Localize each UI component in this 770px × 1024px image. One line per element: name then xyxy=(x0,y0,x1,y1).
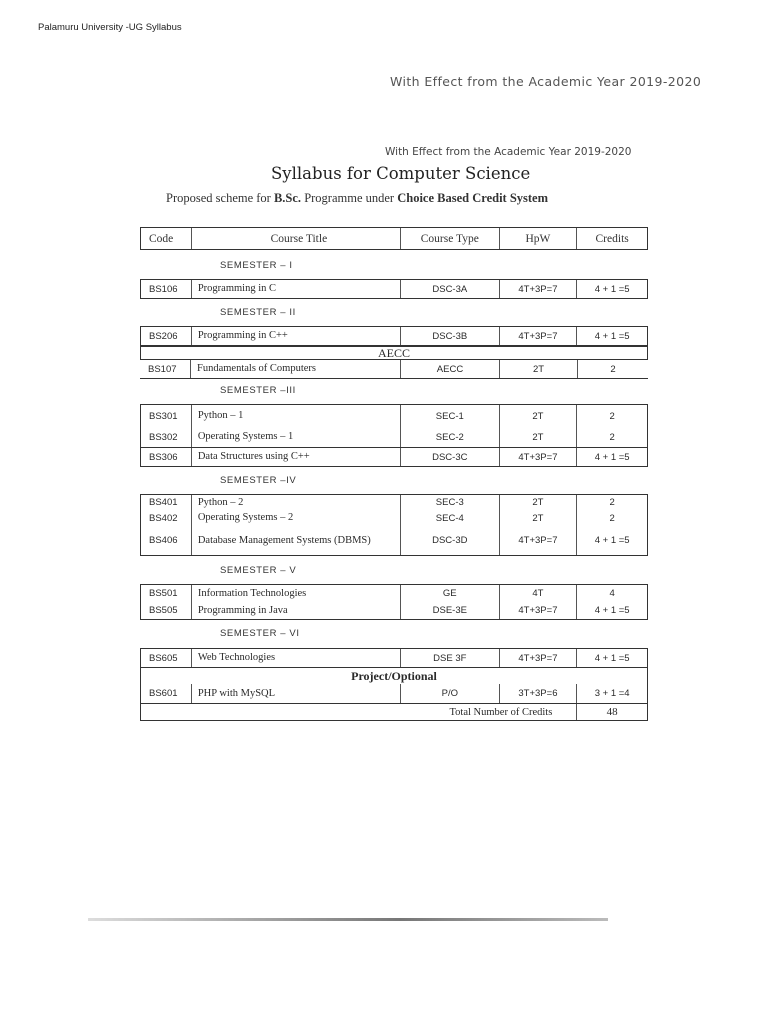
course-code: BS505 xyxy=(149,605,178,616)
course-title: Python – 1 xyxy=(191,405,400,427)
course-hpw: 4T+3P=7 xyxy=(499,526,577,555)
course-credits: 4 + 1 =5 xyxy=(576,649,647,667)
header-credits: Credits xyxy=(576,228,647,249)
table-row xyxy=(141,495,647,510)
course-type: P/O xyxy=(400,684,499,703)
table-row xyxy=(140,326,648,346)
semester-label: SEMESTER –III xyxy=(220,385,296,396)
semester-five-block xyxy=(140,584,648,620)
course-type: AECC xyxy=(400,360,499,378)
course-credits: 4 + 1 =5 xyxy=(576,448,647,466)
aecc-band: AECC xyxy=(140,346,648,360)
course-title: Programming in C++ xyxy=(191,327,400,345)
header-code: Code xyxy=(149,232,174,245)
scan-artifact-line xyxy=(88,918,608,921)
table-row xyxy=(140,448,648,467)
course-type: DSC-3D xyxy=(400,526,499,555)
table-header-row xyxy=(140,227,648,250)
course-type: DSE-3E xyxy=(400,602,499,619)
header-course-title: Course Title xyxy=(191,228,400,249)
course-type: DSC-3B xyxy=(400,327,499,345)
course-hpw: 4T+3P=7 xyxy=(499,602,577,619)
course-type: DSE 3F xyxy=(400,649,499,667)
document-subtitle xyxy=(166,191,548,206)
semester-label: SEMESTER – VI xyxy=(220,628,300,639)
course-credits: 2 xyxy=(576,405,647,427)
course-type: SEC-1 xyxy=(400,405,499,427)
course-code: BS402 xyxy=(149,512,178,524)
course-type: SEC-3 xyxy=(400,495,499,510)
semester-label: SEMESTER –IV xyxy=(220,475,297,486)
header-course-type: Course Type xyxy=(400,228,499,249)
semester-label: SEMESTER – I xyxy=(220,260,293,271)
course-hpw: 4T+3P=7 xyxy=(499,327,577,345)
course-code: BS107 xyxy=(148,363,177,375)
course-code: BS605 xyxy=(149,652,178,664)
effect-notice-top: With Effect from the Academic Year 2019-2020 xyxy=(390,74,702,89)
project-optional-label: Project/Optional xyxy=(351,668,437,683)
course-code: BS501 xyxy=(149,588,178,599)
course-type: SEC-4 xyxy=(400,510,499,526)
course-credits: 2 xyxy=(576,427,647,447)
course-type: DSC-3A xyxy=(400,280,499,298)
header-hpw: HpW xyxy=(499,228,577,249)
course-hpw: 4T+3P=7 xyxy=(499,280,577,298)
course-hpw: 4T xyxy=(499,585,577,602)
course-title: Operating Systems – 1 xyxy=(191,427,400,447)
course-credits: 2 xyxy=(576,510,647,526)
course-hpw: 2T xyxy=(499,510,577,526)
total-credits-value: 48 xyxy=(576,704,647,720)
document-title: Syllabus for Computer Science xyxy=(271,164,531,183)
total-row xyxy=(140,703,648,721)
course-credits: 4 + 1 =5 xyxy=(576,602,647,619)
semester-label: SEMESTER – II xyxy=(220,307,296,318)
course-hpw: 4T+3P=7 xyxy=(499,448,577,466)
course-code: BS302 xyxy=(149,431,178,443)
table-row xyxy=(141,510,647,526)
course-hpw: 2T xyxy=(499,427,577,447)
semester-four-block xyxy=(140,494,648,556)
course-code: BS206 xyxy=(149,330,178,342)
table-row xyxy=(141,602,647,619)
course-credits: 4 + 1 =5 xyxy=(576,526,647,555)
table-row xyxy=(140,279,648,299)
effect-notice-inner: With Effect from the Academic Year 2019-2020 xyxy=(385,146,632,158)
course-title: Web Technologies xyxy=(191,649,400,667)
course-title: Fundamentals of Computers xyxy=(190,360,400,378)
course-credits: 4 + 1 =5 xyxy=(576,327,647,345)
table-row xyxy=(140,684,648,703)
subtitle-bold-system: Choice Based Credit System xyxy=(397,191,549,205)
course-title: Programming in C xyxy=(191,280,400,298)
table-row xyxy=(140,648,648,668)
course-credits: 2 xyxy=(576,495,647,510)
semester-three-block xyxy=(140,404,648,448)
course-title: Python – 2 xyxy=(191,495,400,510)
table-row xyxy=(141,585,647,602)
subtitle-prefix: Proposed scheme for xyxy=(166,191,274,205)
course-hpw: 2T xyxy=(499,495,577,510)
course-code: BS401 xyxy=(149,497,178,508)
table-row xyxy=(140,360,648,379)
course-type: GE xyxy=(400,585,499,602)
course-title: PHP with MySQL xyxy=(191,684,400,703)
course-title: Programming in Java xyxy=(191,602,400,619)
course-title: Database Management Systems (DBMS) xyxy=(191,526,400,555)
semester-label: SEMESTER – V xyxy=(220,565,297,576)
table-row xyxy=(141,427,647,447)
total-credits-label: Total Number of Credits xyxy=(449,706,553,718)
subtitle-bold-programme: B.Sc. xyxy=(273,191,302,205)
table-row xyxy=(141,405,647,427)
course-hpw: 2T xyxy=(499,360,577,378)
course-hpw: 3T+3P=6 xyxy=(499,684,577,703)
course-title: Data Structures using C++ xyxy=(191,448,400,466)
course-code: BS306 xyxy=(149,451,178,463)
course-type: DSC-3C xyxy=(400,448,499,466)
course-code: BS301 xyxy=(149,410,178,422)
course-credits: 4 + 1 =5 xyxy=(576,280,647,298)
course-type: SEC-2 xyxy=(400,427,499,447)
course-code: BS406 xyxy=(149,535,178,546)
course-credits: 3 + 1 =4 xyxy=(576,684,647,703)
course-credits: 4 xyxy=(576,585,647,602)
subtitle-middle: Programme under xyxy=(301,191,398,205)
course-hpw: 4T+3P=7 xyxy=(499,649,577,667)
course-hpw: 2T xyxy=(499,405,577,427)
page-header: Palamuru University -UG Syllabus xyxy=(38,22,182,33)
course-title: Operating Systems – 2 xyxy=(191,510,400,526)
course-code: BS106 xyxy=(149,283,178,295)
course-title: Information Technologies xyxy=(191,585,400,602)
course-code: BS601 xyxy=(149,688,178,699)
table-row xyxy=(141,526,647,555)
course-credits: 2 xyxy=(577,360,648,378)
project-optional-band xyxy=(140,668,648,684)
